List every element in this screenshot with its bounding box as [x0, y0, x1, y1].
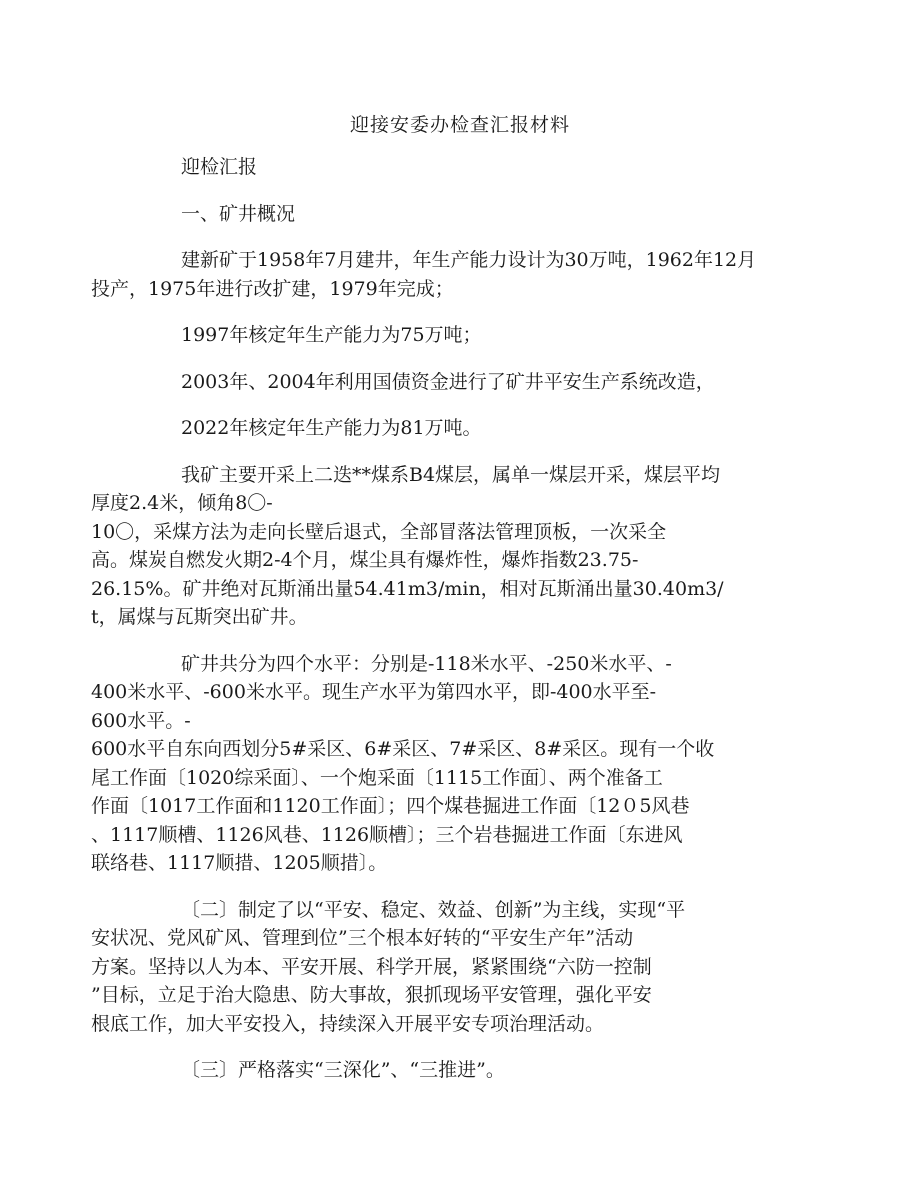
paragraph-line: 投产，1975年进行改扩建，1979年完成； — [91, 277, 454, 300]
paragraph-line: t，属煤与瓦斯突出矿井。 — [91, 606, 308, 628]
paragraph — [136, 414, 784, 443]
paragraph — [136, 200, 784, 229]
paragraph-line: 安状况、党风矿风、管理到位”三个根本好转的“平安生产年”活动 — [91, 927, 634, 949]
paragraph-line: 400米水平、-600米水平。现生产水平为第四水平，即-400水平至- — [91, 681, 657, 703]
paragraph-line: 600水平自东向西划分5#采区、6#采区、7#采区、8#采区。现有一个收 — [91, 738, 715, 760]
paragraph-line: 矿井共分为四个水平：分别是-118米水平、-250米水平、- — [181, 652, 672, 675]
paragraph-line: 一、矿井概况 — [181, 202, 296, 225]
paragraph — [91, 461, 784, 632]
paragraph-line: 联络巷、1117顺措、1205顺措〕。 — [91, 852, 388, 874]
paragraph — [91, 650, 784, 878]
paragraph-line: 迎检汇报 — [181, 156, 258, 178]
paragraph-line: 方案。坚持以人为本、平安开展、科学开展，紧紧围绕“六防一控制 — [91, 955, 652, 978]
paragraph — [91, 246, 784, 303]
paragraph-line: 26.15%。矿井绝对瓦斯涌出量54.41m3/min，相对瓦斯涌出量30.40m3/ — [91, 577, 724, 600]
paragraph-line: 1997年核定年生产能力为75万吨； — [181, 324, 482, 346]
paragraph-line: ”目标，立足于治大隐患、防大事故，狠抓现场平安管理，强化平安 — [91, 984, 652, 1006]
paragraph-line: 根底工作，加大平安投入，持续深入开展平安专项治理活动。 — [91, 1012, 605, 1035]
paragraph-line: 〔三〕严格落实“三深化”、“三推进”。 — [181, 1059, 505, 1081]
paragraph — [91, 896, 784, 1039]
document-body — [91, 153, 784, 1103]
paragraph-line: 尾工作面〔1020综采面〕、一个炮采面〔1115工作面〕、两个准备工 — [91, 766, 663, 789]
paragraph — [136, 1056, 784, 1085]
paragraph-line: 我矿主要开采上二迭**煤系B4煤层，属单一煤层开采，煤层平均 — [181, 463, 721, 486]
paragraph-line: 建新矿于1958年7月建井，年生产能力设计为30万吨，1962年12月 — [181, 249, 757, 271]
paragraph — [136, 321, 784, 350]
paragraph-line: 2003年、2004年利用国债资金进行了矿井平安生产系统改造， — [181, 370, 715, 393]
paragraph-line: 10〇，采煤方法为走向长壁后退式，全部冒落法管理顶板，一次采全 — [91, 520, 667, 543]
paragraph-line: 作面〔1017工作面和1120工作面〕；四个煤巷掘进工作面〔12０5风巷 — [91, 795, 690, 817]
paragraph-line: 厚度2.4米，倾角8〇- — [91, 492, 273, 514]
paragraph-line: 、1117顺槽、1126风巷、1126顺槽〕；三个岩巷掘进工作面〔东进风 — [91, 823, 683, 846]
paragraph-line: 高。煤炭自燃发火期2-4个月，煤尘具有爆炸性，爆炸指数23.75- — [91, 549, 639, 571]
document-title: 迎接安委办检查汇报材料 — [349, 114, 570, 136]
paragraph-line: 2022年核定年生产能力为81万吨。 — [181, 417, 482, 439]
paragraph — [136, 153, 784, 182]
paragraph-line: 600水平。- — [91, 709, 191, 732]
paragraph-line: 〔二〕制定了以“平安、稳定、效益、创新”为主线，实现“平 — [181, 898, 686, 921]
paragraph — [136, 368, 784, 397]
